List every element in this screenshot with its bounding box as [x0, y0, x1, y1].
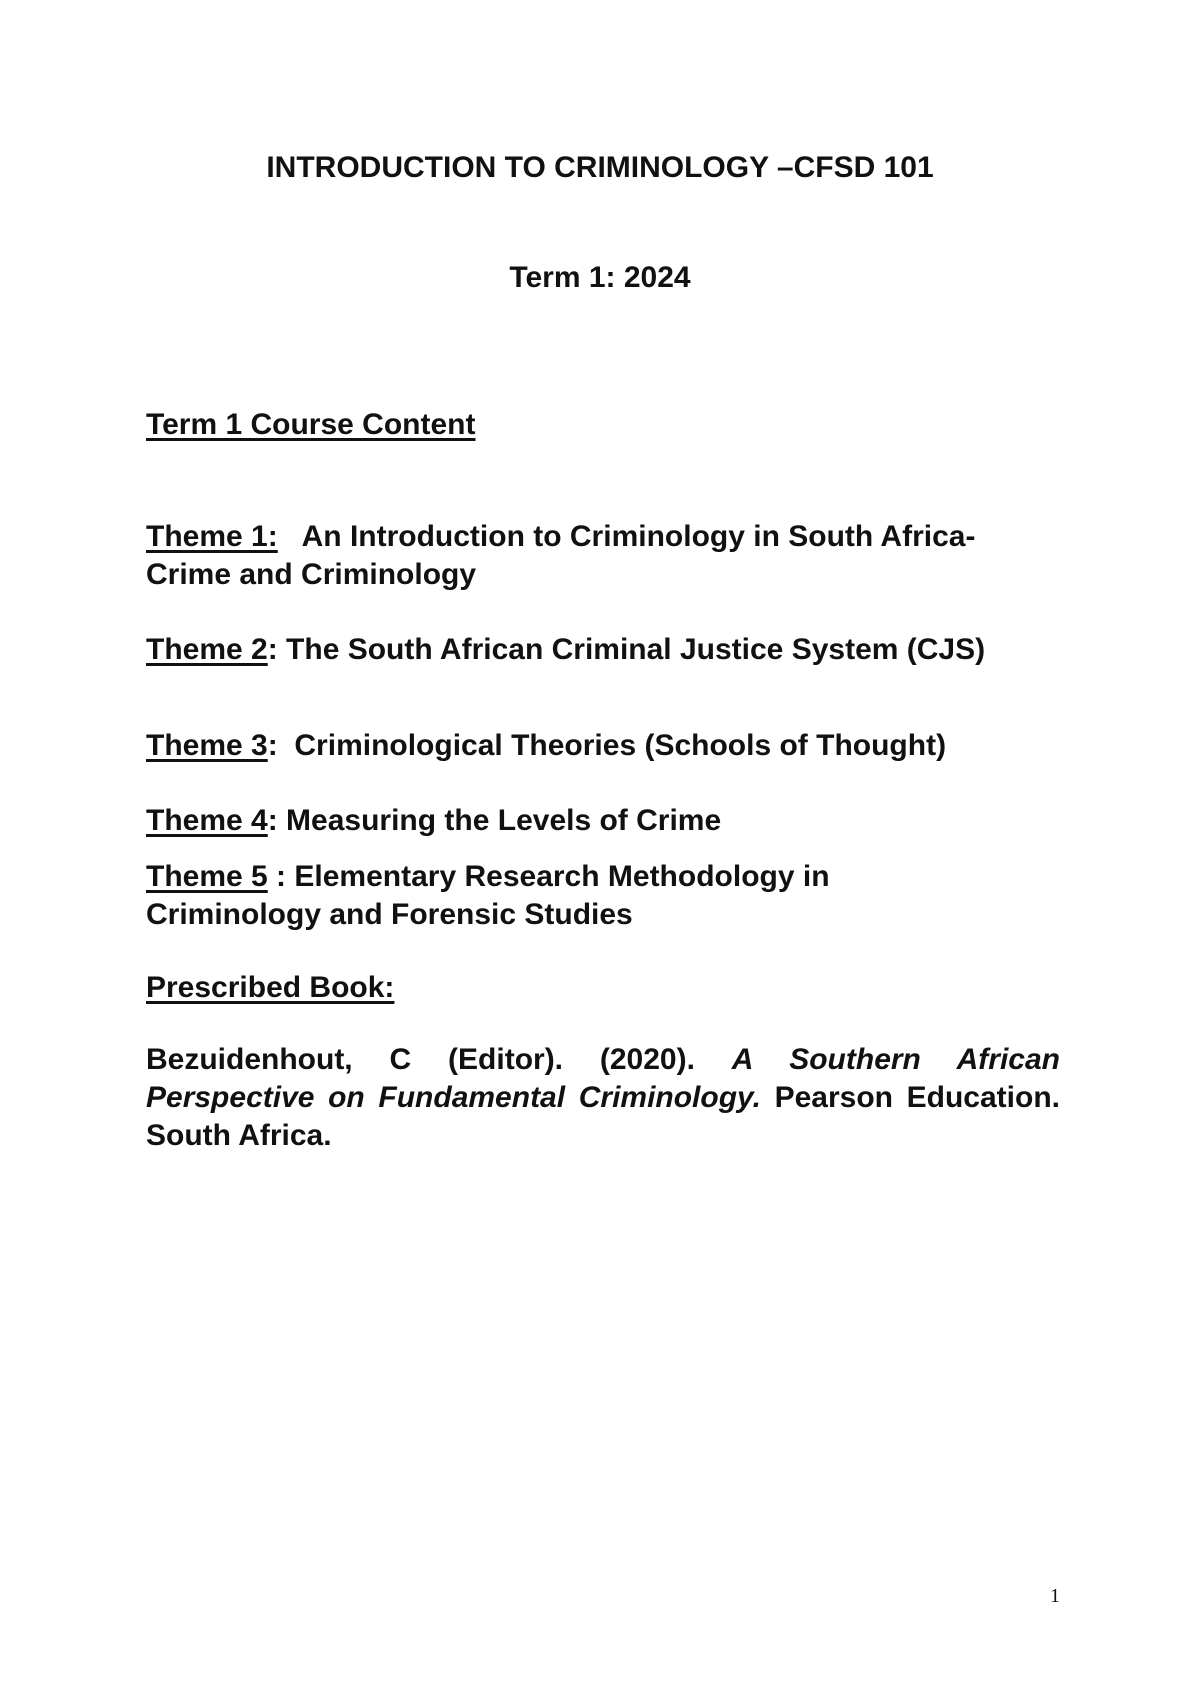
theme-1	[146, 518, 1060, 594]
prescribed-heading-text: Prescribed Book:	[146, 971, 395, 1004]
section-heading-text: Term 1 Course Content	[146, 408, 476, 441]
theme-3-sep: :	[267, 729, 295, 762]
theme-1-text-cont: Crime and Criminology	[146, 558, 477, 591]
theme-2-text: The South African Criminal Justice System (CJS)	[286, 633, 986, 666]
prescribed-heading	[146, 969, 1060, 1007]
theme-2-sep: :	[267, 633, 287, 666]
theme-2-label: Theme 2	[146, 633, 268, 666]
theme-4	[146, 802, 1060, 840]
theme-1-label: Theme 1:	[146, 520, 278, 553]
reference-authors: Bezuidenhout, C (Editor). (2020).	[146, 1043, 732, 1076]
reference-book-title: A Southern African Perspective on Fundamental Criminology.	[146, 1043, 1060, 1114]
section-heading	[146, 406, 1060, 444]
reference-entry	[146, 1041, 1060, 1155]
document-title: INTRODUCTION TO CRIMINOLOGY –CFSD 101	[266, 151, 934, 184]
page-number: 1	[1050, 1585, 1060, 1607]
theme-4-text: Measuring the Levels of Crime	[286, 804, 722, 837]
theme-4-label: Theme 4	[146, 804, 268, 837]
theme-1-sep	[278, 520, 302, 553]
theme-5-text-cont: Criminology and Forensic Studies	[146, 898, 633, 931]
theme-5-text: Elementary Research Methodology in	[294, 860, 830, 893]
theme-3-label: Theme 3	[146, 729, 268, 762]
theme-3	[146, 727, 1060, 765]
theme-5-label: Theme 5	[146, 860, 268, 893]
theme-4-sep: :	[267, 804, 287, 837]
theme-5-sep: :	[267, 860, 295, 893]
term-label: Term 1: 2024	[509, 261, 691, 294]
theme-5	[146, 858, 1060, 934]
theme-1-text: An Introduction to Criminology in South Africa-	[301, 520, 976, 553]
reference-publisher: Pearson Education. South Africa.	[146, 1081, 1060, 1152]
theme-2	[146, 631, 1060, 669]
theme-3-text: Criminological Theories (Schools of Thought)	[294, 729, 947, 762]
